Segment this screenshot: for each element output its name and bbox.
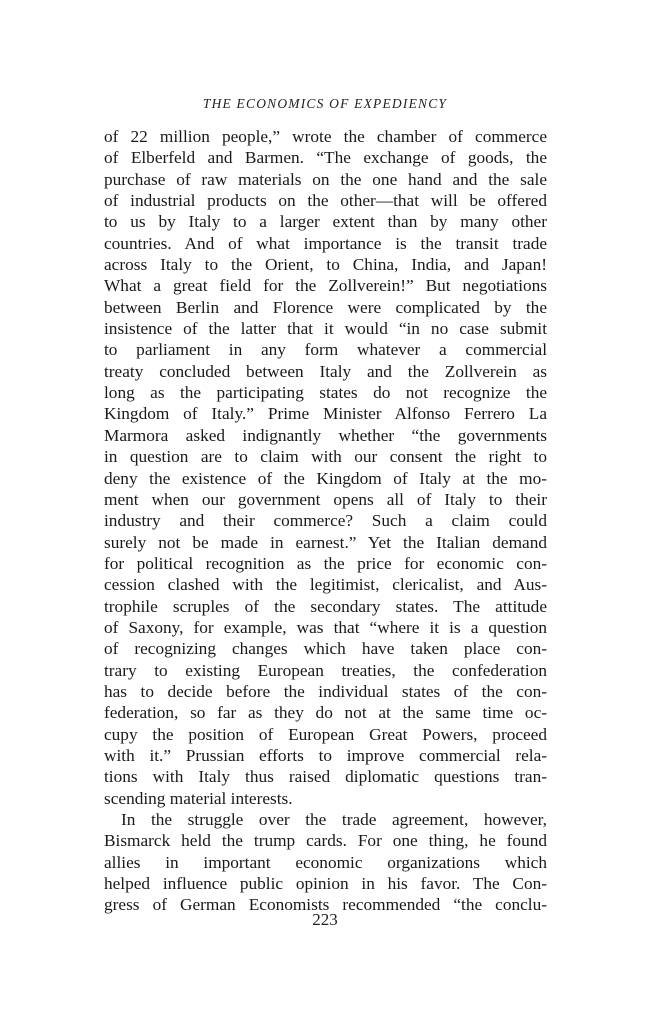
text-line: to parliament in any form whatever a commercial [104,340,547,360]
text-line: ment when our government opens all of Italy to their [104,489,547,509]
text-line: of industrial products on the other—that will be offered [104,191,547,211]
text-line: in question are to claim with our consent the right to [104,447,547,467]
body-text [104,126,547,916]
text-line: gress of German Economists recommended “the conclu- [104,895,547,915]
text-line: of Elberfeld and Barmen. “The exchange of goods, the [104,148,547,168]
text-line: cession clashed with the legitimist, clericalist, and Aus- [104,575,547,595]
text-line: industry and their commerce? Such a claim could [104,511,547,531]
text-line: for political recognition as the price for economic con- [104,553,547,573]
text-line: of 22 million people,” wrote the chamber of commerce [104,127,547,146]
text-line: treaty concluded between Italy and the Zollverein as [104,361,547,381]
text-line: countries. And of what importance is the transit trade [104,233,547,253]
text-line: cupy the position of European Great Powers, proceed [104,724,547,744]
page-number: 223 [312,910,338,929]
text-line: to us by Italy to a larger extent than by many other [104,212,547,232]
text-line: across Italy to the Orient, to China, India, and Japan! [104,255,547,275]
text-line: What a great field for the Zollverein!” But negotiations [104,276,547,296]
text-line: Bismarck held the trump cards. For one thing, he found [104,831,547,851]
text-line: between Berlin and Florence were complicated by the [104,297,547,317]
paragraph-end-line: scending material interests. [104,788,293,808]
text-line: of Saxony, for example, was that “where it is a question [104,617,547,637]
text-line: federation, so far as they do not at the same time oc- [104,703,547,723]
paragraph-start-line: In the struggle over the trade agreement, however, [121,810,547,829]
text-line: trophile scruples of the secondary states. The attitude [104,596,547,616]
text-line: surely not be made in earnest.” Yet the Italian demand [104,532,547,552]
text-line: of recognizing changes which have taken place con- [104,639,547,659]
text-line: trary to existing European treaties, the confederation [104,660,547,680]
text-line: tions with Italy thus raised diplomatic questions tran- [104,767,547,787]
text-line: has to decide before the individual states of the con- [104,681,547,701]
text-line: Kingdom of Italy.” Prime Minister Alfonso Ferrero La [104,404,547,424]
running-head: THE ECONOMICS OF EXPEDIENCY [202,96,448,111]
text-line: allies in important economic organizations which [104,852,547,872]
text-line: purchase of raw materials on the one hand and the sale [104,169,547,189]
text-line: insistence of the latter that it would “in no case submit [104,319,547,339]
text-line: long as the participating states do not recognize the [104,383,547,403]
text-line: deny the existence of the Kingdom of Italy at the mo- [104,468,547,488]
text-line: helped influence public opinion in his favor. The Con- [104,874,547,894]
text-line: Marmora asked indignantly whether “the governments [104,425,547,445]
text-line: with it.” Prussian efforts to improve commercial rela- [104,745,547,765]
